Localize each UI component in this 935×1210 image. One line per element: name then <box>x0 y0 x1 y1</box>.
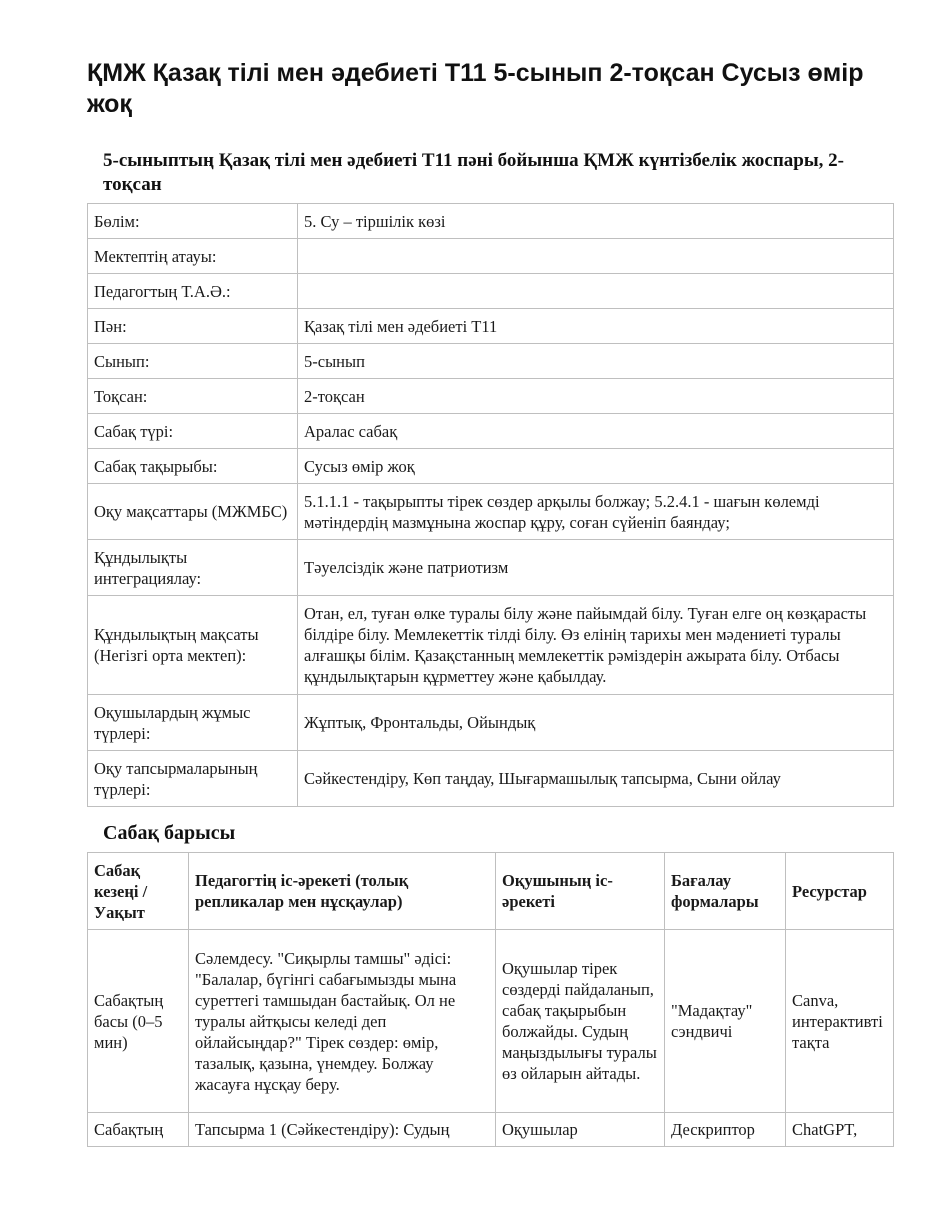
info-value: 5.1.1.1 - тақырыпты тірек сөздер арқылы болжау; 5.2.4.1 - шағын көлемді мәтіндердің мазмұнына жоспар құру, соған сүйеніп баяндау; <box>298 484 894 540</box>
header-student-activity: Оқушының іс-әрекеті <box>496 853 665 930</box>
info-label: Тоқсан: <box>88 379 298 414</box>
info-row-work-types <box>88 695 894 751</box>
info-label: Сабақ тақырыбы: <box>88 449 298 484</box>
info-value <box>298 239 894 274</box>
info-value: Тәуелсіздік және патриотизм <box>298 540 894 596</box>
info-value: 5. Су – тіршілік көзі <box>298 204 894 239</box>
student-activity-cell: Оқушылар тірек сөздерді пайдаланып, сабақ тақырыбын болжайды. Судың маңыздылығы туралы өз ойларын айтады. <box>496 930 665 1113</box>
document-title: ҚМЖ Қазақ тілі мен әдебиеті Т11 5-сынып 2-тоқсан Сусыз өмір жоқ <box>87 59 864 118</box>
info-label: Сынып: <box>88 344 298 379</box>
info-row-subject <box>88 309 894 344</box>
lesson-flow-table <box>87 852 894 1147</box>
info-row-quarter <box>88 379 894 414</box>
info-label: Құндылықты интеграциялау: <box>88 540 298 596</box>
info-row-grade <box>88 344 894 379</box>
assessment-cell: "Мадақтау" сэндвичі <box>665 930 786 1113</box>
assessment-cell: Дескриптор <box>665 1113 786 1147</box>
info-value: Жұптық, Фронтальды, Ойындық <box>298 695 894 751</box>
info-row-section <box>88 204 894 239</box>
info-value: Сусыз өмір жоқ <box>298 449 894 484</box>
info-row-value-integration <box>88 540 894 596</box>
info-label: Оқу тапсырмаларының түрлері: <box>88 751 298 807</box>
teacher-activity-cell: Сәлемдесу. "Сиқырлы тамшы" әдісі: "Балалар, бүгінгі сабағымызды мына суреттегі тамшыдан бастайық. Ол не туралы айтқысы келеді деп ойлайсыңдар?" Тірек сөздер: өмір, тазалық, қазына, үнемдеу. Болжау жасауға нұсқау беру. <box>189 930 496 1113</box>
info-row-school <box>88 239 894 274</box>
info-value: Отан, ел, туған өлке туралы білу және пайымдай білу. Туған елге оң көзқарасты білдіре білу. Мемлекеттік тілді білу. Өз елінің тарихы мен мәдениеті туралы алғашқы білім. Қазақстанның мемлекеттік рәміздерін ажырата білу. Отбасы құндылықтарын құрметтеу және қабылдау. <box>298 596 894 695</box>
info-row-learning-objectives <box>88 484 894 540</box>
info-value: Аралас сабақ <box>298 414 894 449</box>
lesson-flow-heading: Сабақ барысы <box>103 822 236 844</box>
header-stage: Сабақ кезеңі / Уақыт <box>88 853 189 930</box>
info-label: Оқу мақсаттары (МЖМБС) <box>88 484 298 540</box>
student-activity-cell: Оқушылар <box>496 1113 665 1147</box>
info-row-lesson-type <box>88 414 894 449</box>
plan-subtitle: 5-сыныптың Қазақ тілі мен әдебиеті Т11 пәні бойынша ҚМЖ күнтізбелік жоспары, 2-тоқсан <box>103 150 845 195</box>
teacher-activity-cell: Тапсырма 1 (Сәйкестендіру): Судың <box>189 1113 496 1147</box>
info-label: Құндылықтың мақсаты (Негізгі орта мектеп): <box>88 596 298 695</box>
info-row-task-types <box>88 751 894 807</box>
resources-cell: ChatGPT, <box>786 1113 894 1147</box>
info-row-teacher <box>88 274 894 309</box>
lesson-info-table <box>87 203 894 807</box>
info-row-lesson-topic <box>88 449 894 484</box>
info-label: Сабақ түрі: <box>88 414 298 449</box>
info-label: Пән: <box>88 309 298 344</box>
info-label: Оқушылардың жұмыс түрлері: <box>88 695 298 751</box>
info-value: 2-тоқсан <box>298 379 894 414</box>
header-resources: Ресурстар <box>786 853 894 930</box>
info-label: Мектептің атауы: <box>88 239 298 274</box>
resources-cell: Canva, интерактивті тақта <box>786 930 894 1113</box>
info-row-value-goal <box>88 596 894 695</box>
info-value: 5-сынып <box>298 344 894 379</box>
header-assessment: Бағалау формалары <box>665 853 786 930</box>
table-row <box>88 930 894 1113</box>
info-label: Педагогтың Т.А.Ә.: <box>88 274 298 309</box>
header-teacher-activity: Педагогтің іс-әрекеті (толық репликалар мен нұсқаулар) <box>189 853 496 930</box>
lesson-header-row <box>88 853 894 930</box>
stage-cell: Сабақтың басы (0–5 мин) <box>88 930 189 1113</box>
stage-cell: Сабақтың <box>88 1113 189 1147</box>
info-value <box>298 274 894 309</box>
info-label: Бөлім: <box>88 204 298 239</box>
info-value: Қазақ тілі мен әдебиеті Т11 <box>298 309 894 344</box>
table-row <box>88 1113 894 1147</box>
info-value: Сәйкестендіру, Көп таңдау, Шығармашылық тапсырма, Сыни ойлау <box>298 751 894 807</box>
